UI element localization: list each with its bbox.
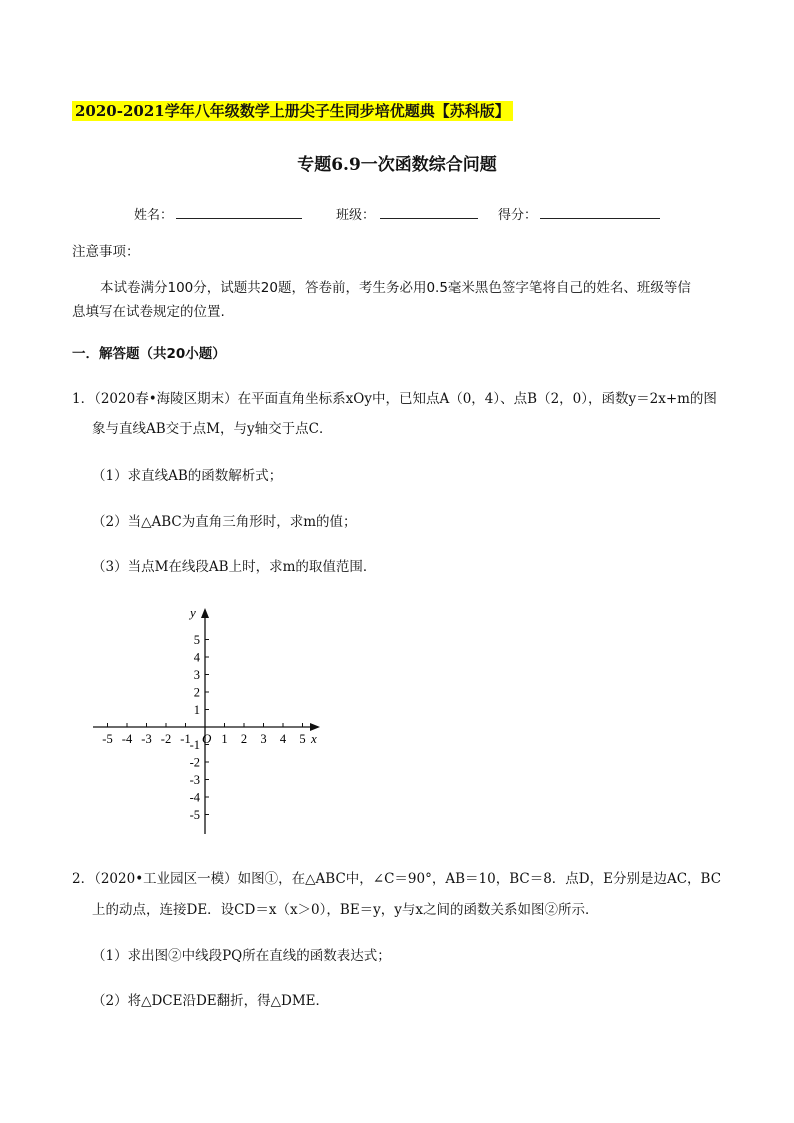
q1-part-3: （3）当点M在线段AB上时，求m的取值范围．: [92, 559, 377, 575]
y-tick-label: 3: [193, 668, 200, 682]
page-title: 专题6.9一次函数综合问题: [297, 155, 497, 175]
y-tick-label: 5: [193, 633, 200, 647]
x-tick-label: -4: [121, 732, 133, 746]
name-label: 姓名：: [134, 208, 174, 223]
y-axis-label: y: [190, 605, 196, 620]
q1-stem-line-1: 1．（2020春•海陵区期末）在平面直角坐标系xOy中，已知点A（0，4）、点B（2，0），函数y＝2x+m的图: [72, 391, 717, 407]
x-axis-label: x: [311, 731, 317, 746]
notice-line-1: 本试卷满分100分，试题共20题，答卷前，考生务必用0.5毫米黑色签字笔将自己的姓名、班级等信: [100, 280, 691, 296]
q2-part-1: （1）求出图②中线段PQ所在直线的函数表达式；: [92, 948, 391, 964]
x-tick-label: -3: [141, 732, 152, 746]
x-tick-label: 1: [221, 732, 228, 746]
q2-part-2: （2）将△DCE沿DE翻折，得△DME．: [92, 993, 330, 1009]
q1-stem-line-2: 象与直线AB交于点M，与y轴交于点C．: [92, 421, 333, 437]
notice-line-2: 息填写在试卷规定的位置.: [72, 304, 225, 320]
y-tick-label: -2: [189, 755, 200, 770]
q2-stem-line-1: 2．（2020•工业园区一模）如图①，在△ABC中，∠C＝90°，AB＝10，BC＝8．点D，E分别是边AC，BC: [72, 871, 722, 887]
y-tick-label: -1: [189, 738, 200, 752]
x-tick-label: 3: [260, 732, 267, 746]
notice-label: 注意事项：: [72, 244, 140, 260]
y-tick-label: -4: [189, 790, 200, 805]
q2-stem-line-2: 上的动点，连接DE．设CD＝x（x＞0），BE＝y，y与x之间的函数关系如图②所示．: [92, 902, 599, 918]
class-label: 班级：: [336, 208, 376, 223]
q1-part-1: （1）求直线AB的函数解析式；: [92, 468, 283, 484]
x-tick-label: -1: [180, 732, 191, 746]
origin-label: O: [202, 731, 212, 746]
y-tick-label: 2: [193, 685, 200, 700]
y-tick-label: -3: [189, 773, 200, 787]
x-tick-label: 4: [279, 732, 287, 746]
y-tick-label: -5: [189, 808, 200, 822]
score-label: 得分：: [498, 208, 538, 223]
x-tick-label: -2: [160, 732, 172, 746]
section-heading: 一．解答题（共20小题）: [72, 346, 226, 362]
x-tick-label: 5: [299, 732, 306, 746]
x-tick-label: 2: [240, 732, 248, 746]
y-axis-arrow: [201, 608, 209, 618]
q1-part-2: （2）当△ABC为直角三角形时，求m的值；: [92, 514, 357, 530]
y-tick-label: 1: [193, 703, 200, 717]
x-tick-label: -5: [102, 732, 113, 746]
x-axis-arrow: [310, 723, 320, 731]
y-tick-label: 4: [193, 650, 200, 665]
document-banner: 2020-2021学年八年级数学上册尖子生同步培优题典【苏科版】: [72, 101, 513, 121]
